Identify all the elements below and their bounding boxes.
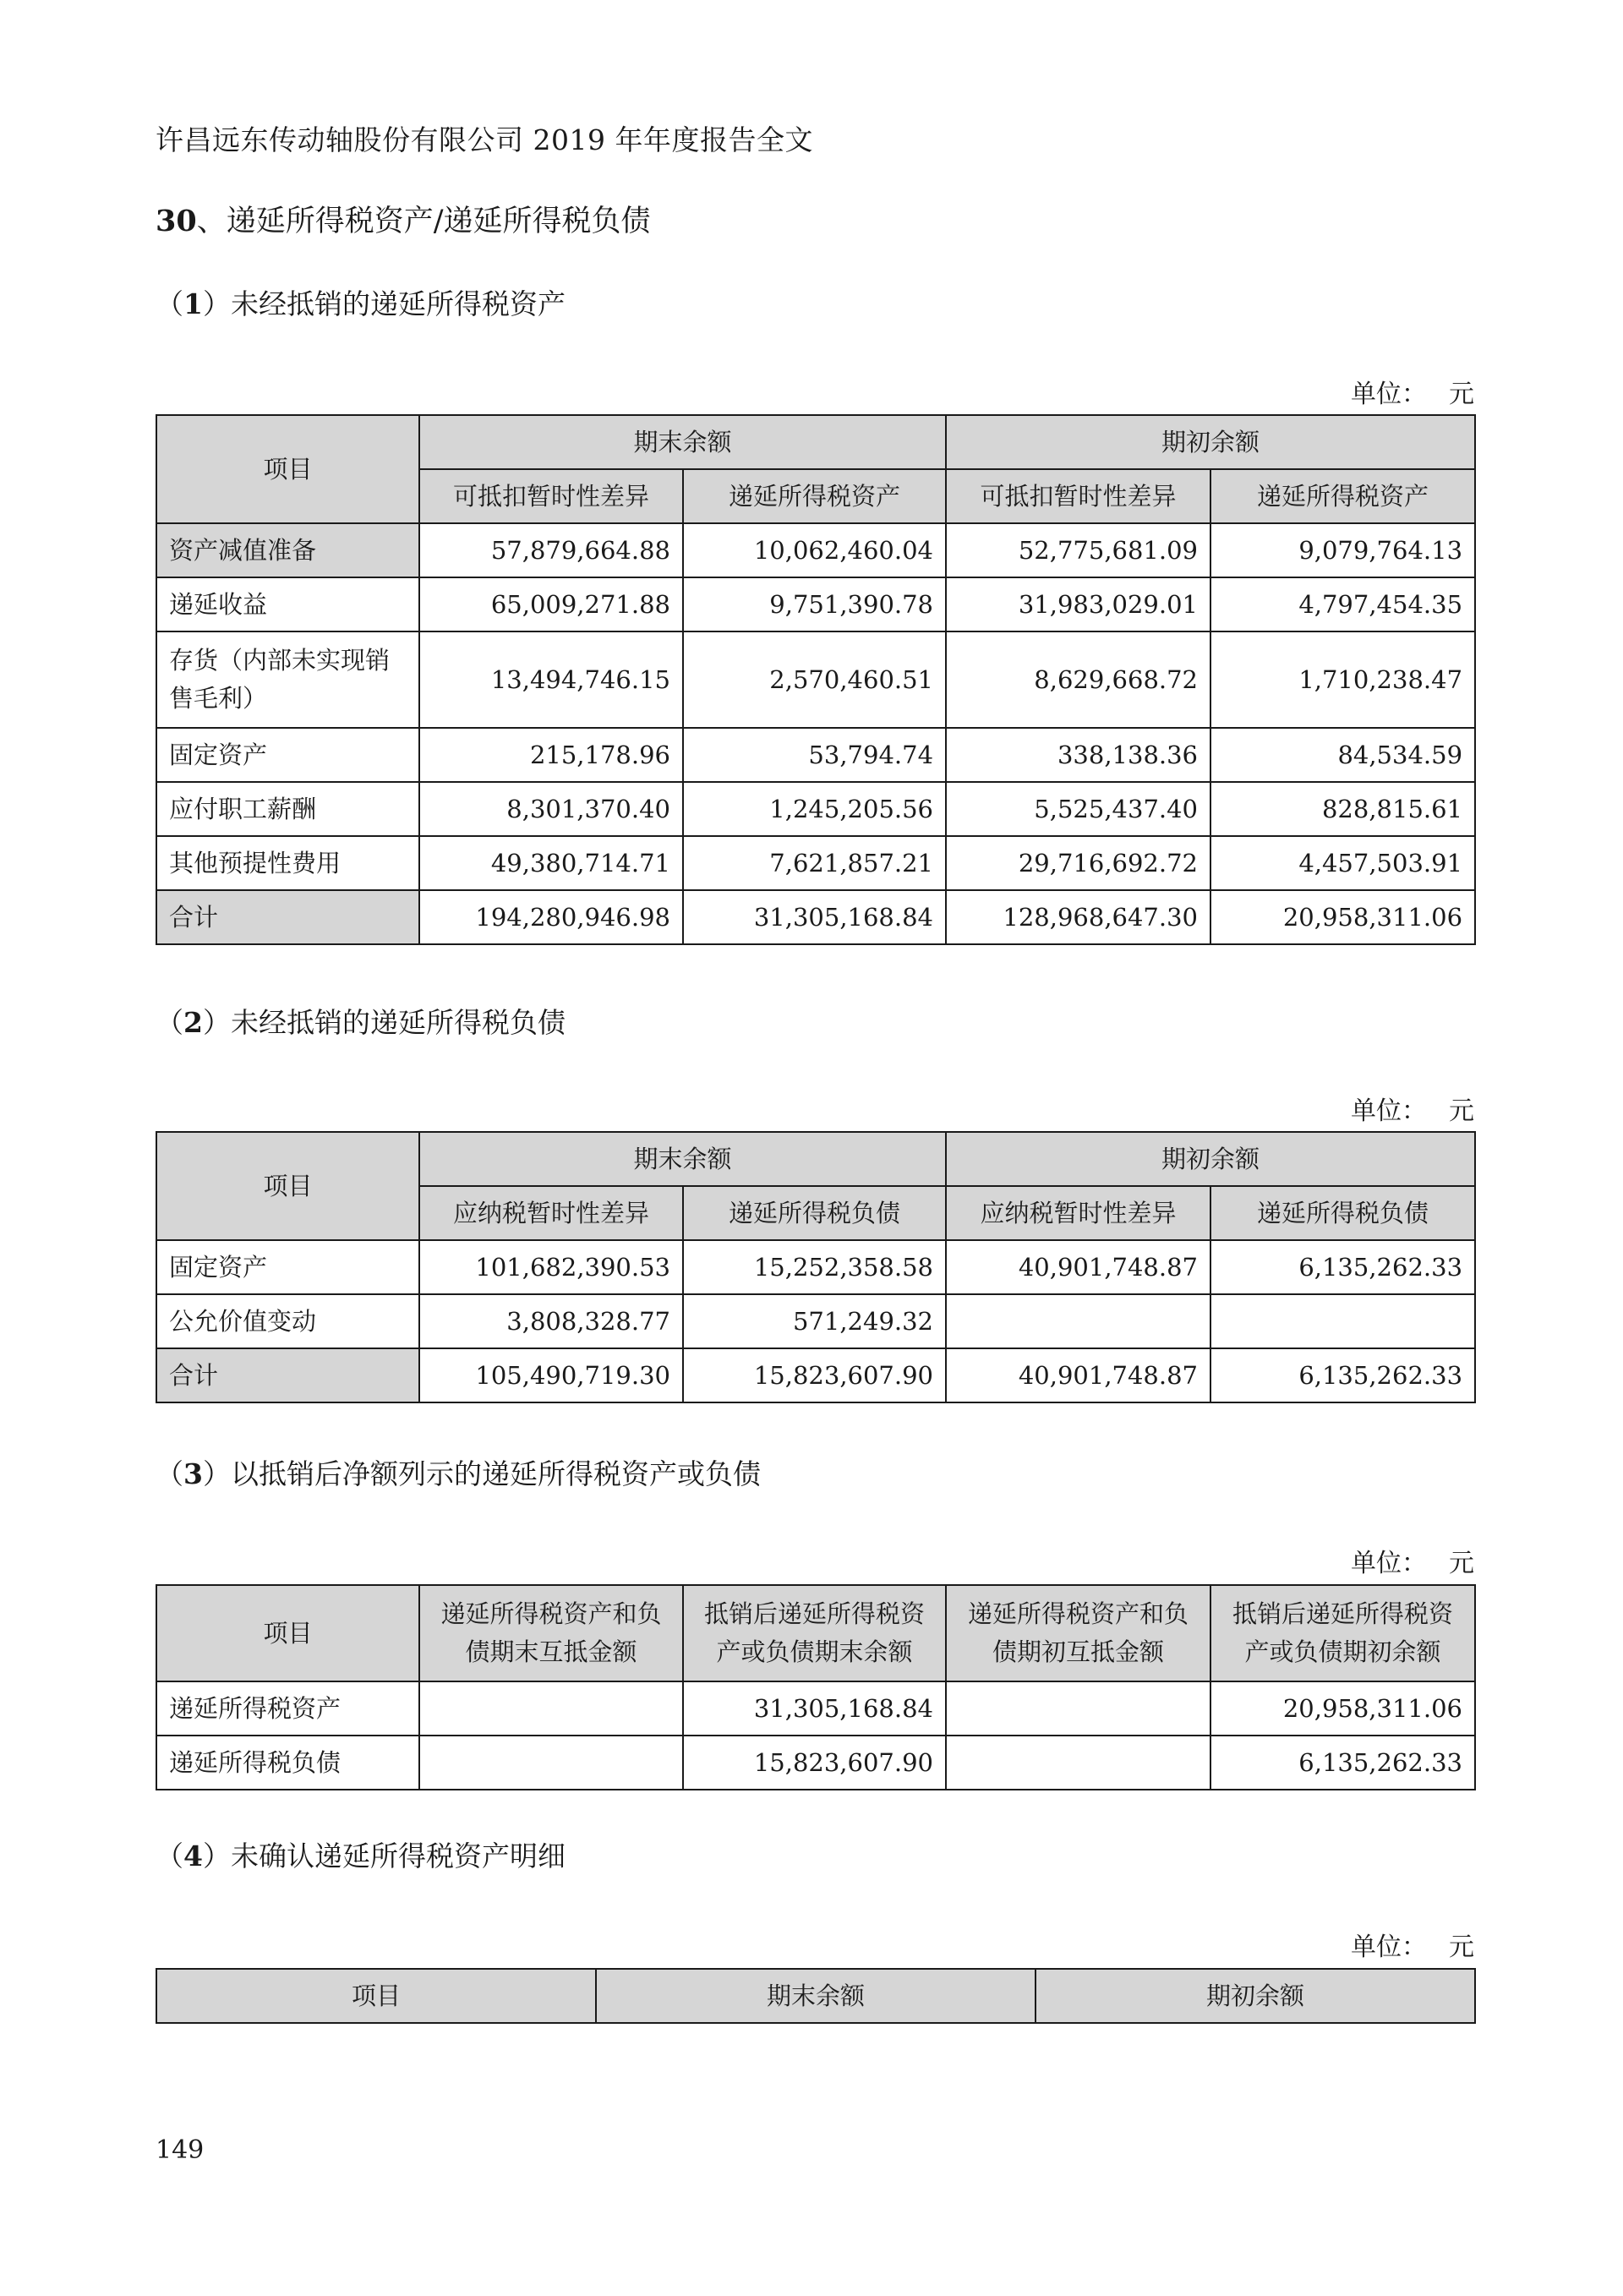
unit-label-3: 单位： 元: [1351, 1549, 1474, 1578]
header-begin-balance: 期初余额: [1036, 1969, 1475, 2023]
unrecognized-deferred-tax-table: [156, 1968, 1476, 2024]
row-label: 递延收益: [156, 577, 419, 631]
deferred-tax-liabilities-table: [156, 1131, 1476, 1403]
header-item: 项目: [156, 1132, 419, 1240]
cell: 3,808,328.77: [419, 1294, 683, 1348]
row-label: 固定资产: [156, 728, 419, 782]
cell: [419, 1736, 683, 1790]
header-col: 递延所得税资产和负债期末互抵金额: [419, 1585, 683, 1681]
cell: 40,901,748.87: [946, 1240, 1210, 1294]
header-end-balance: 期末余额: [419, 1132, 946, 1186]
table-row: [156, 631, 1475, 728]
header-item: 项目: [156, 415, 419, 523]
cell: 1,710,238.47: [1210, 631, 1475, 728]
document-header: 许昌远东传动轴股份有限公司 2019 年年度报告全文: [156, 123, 813, 156]
cell: 6,135,262.33: [1210, 1348, 1475, 1402]
cell: [946, 1681, 1210, 1736]
unit-label-1: 单位： 元: [1351, 380, 1474, 409]
cell: 105,490,719.30: [419, 1348, 683, 1402]
net-deferred-tax-table: [156, 1584, 1476, 1790]
cell: [946, 1736, 1210, 1790]
cell: 101,682,390.53: [419, 1240, 683, 1294]
cell: [419, 1681, 683, 1736]
cell: 6,135,262.33: [1210, 1736, 1475, 1790]
section-number: 30: [156, 204, 197, 238]
header-col: 应纳税暂时性差异: [419, 1186, 683, 1240]
header-col: 递延所得税负债: [683, 1186, 946, 1240]
unit-label-2: 单位： 元: [1351, 1096, 1474, 1126]
cell: 52,775,681.09: [946, 523, 1210, 577]
cell: 31,305,168.84: [683, 1681, 946, 1736]
table-row: [156, 1294, 1475, 1348]
cell: 828,815.61: [1210, 782, 1475, 836]
cell: 5,525,437.40: [946, 782, 1210, 836]
row-label: 递延所得税资产: [156, 1681, 419, 1736]
table-row: [156, 782, 1475, 836]
header-col: 抵销后递延所得税资产或负债期末余额: [683, 1585, 946, 1681]
table-row: [156, 577, 1475, 631]
cell: 53,794.74: [683, 728, 946, 782]
table-row: [156, 728, 1475, 782]
cell: 49,380,714.71: [419, 836, 683, 890]
cell: 57,879,664.88: [419, 523, 683, 577]
header-end-balance: 期末余额: [419, 415, 946, 469]
unit-label-4: 单位： 元: [1351, 1932, 1474, 1962]
cell: 7,621,857.21: [683, 836, 946, 890]
table-row: [156, 523, 1475, 577]
header-col: 递延所得税资产和负债期初互抵金额: [946, 1585, 1210, 1681]
table-row: [156, 1681, 1475, 1736]
table-row-total: [156, 890, 1475, 944]
row-label: 固定资产: [156, 1240, 419, 1294]
cell: 8,301,370.40: [419, 782, 683, 836]
cell: 338,138.36: [946, 728, 1210, 782]
row-label: 存货（内部未实现销售毛利）: [156, 631, 419, 728]
row-label: 合计: [156, 1348, 419, 1402]
header-col: 抵销后递延所得税资产或负债期初余额: [1210, 1585, 1475, 1681]
cell: 40,901,748.87: [946, 1348, 1210, 1402]
header-col: 递延所得税负债: [1210, 1186, 1475, 1240]
cell: 29,716,692.72: [946, 836, 1210, 890]
cell: 20,958,311.06: [1210, 1681, 1475, 1736]
header-col: 可抵扣暂时性差异: [419, 469, 683, 523]
cell: 15,823,607.90: [683, 1736, 946, 1790]
header-col: 应纳税暂时性差异: [946, 1186, 1210, 1240]
cell: 6,135,262.33: [1210, 1240, 1475, 1294]
row-label: 其他预提性费用: [156, 836, 419, 890]
row-label: 应付职工薪酬: [156, 782, 419, 836]
cell: 31,305,168.84: [683, 890, 946, 944]
cell: 31,983,029.01: [946, 577, 1210, 631]
cell: 15,252,358.58: [683, 1240, 946, 1294]
cell: 9,079,764.13: [1210, 523, 1475, 577]
cell: 128,968,647.30: [946, 890, 1210, 944]
section-title-text: 、递延所得税资产/递延所得税负债: [196, 205, 651, 238]
cell: 194,280,946.98: [419, 890, 683, 944]
subsection-title-2: （2）未经抵销的递延所得税负债: [156, 1006, 566, 1039]
table-row: [156, 836, 1475, 890]
row-label: 合计: [156, 890, 419, 944]
subsection-title-3: （3）以抵销后净额列示的递延所得税资产或负债: [156, 1457, 761, 1490]
table-row: [156, 1736, 1475, 1790]
table-row: [156, 1240, 1475, 1294]
cell: 84,534.59: [1210, 728, 1475, 782]
header-begin-balance: 期初余额: [946, 415, 1475, 469]
row-label: 递延所得税负债: [156, 1736, 419, 1790]
header-col: 递延所得税资产: [1210, 469, 1475, 523]
cell: [946, 1294, 1210, 1348]
deferred-tax-assets-table: [156, 414, 1476, 945]
cell: 8,629,668.72: [946, 631, 1210, 728]
table-row-total: [156, 1348, 1475, 1402]
header-col: 可抵扣暂时性差异: [946, 469, 1210, 523]
row-label: 公允价值变动: [156, 1294, 419, 1348]
header-begin-balance: 期初余额: [946, 1132, 1475, 1186]
section-title: [156, 198, 651, 240]
cell: 13,494,746.15: [419, 631, 683, 728]
cell: 9,751,390.78: [683, 577, 946, 631]
cell: 4,457,503.91: [1210, 836, 1475, 890]
cell: [1210, 1294, 1475, 1348]
header-end-balance: 期末余额: [596, 1969, 1036, 2023]
subsection-title-1: （1）未经抵销的递延所得税资产: [156, 287, 566, 320]
page-number: 149: [156, 2135, 205, 2165]
cell: 10,062,460.04: [683, 523, 946, 577]
cell: 15,823,607.90: [683, 1348, 946, 1402]
header-col: 递延所得税资产: [683, 469, 946, 523]
subsection-title-4: （4）未确认递延所得税资产明细: [156, 1840, 566, 1872]
cell: 571,249.32: [683, 1294, 946, 1348]
cell: 2,570,460.51: [683, 631, 946, 728]
header-item: 项目: [156, 1969, 596, 2023]
row-label: 资产减值准备: [156, 523, 419, 577]
header-item: 项目: [156, 1585, 419, 1681]
cell: 1,245,205.56: [683, 782, 946, 836]
cell: 20,958,311.06: [1210, 890, 1475, 944]
cell: 65,009,271.88: [419, 577, 683, 631]
cell: 215,178.96: [419, 728, 683, 782]
cell: 4,797,454.35: [1210, 577, 1475, 631]
